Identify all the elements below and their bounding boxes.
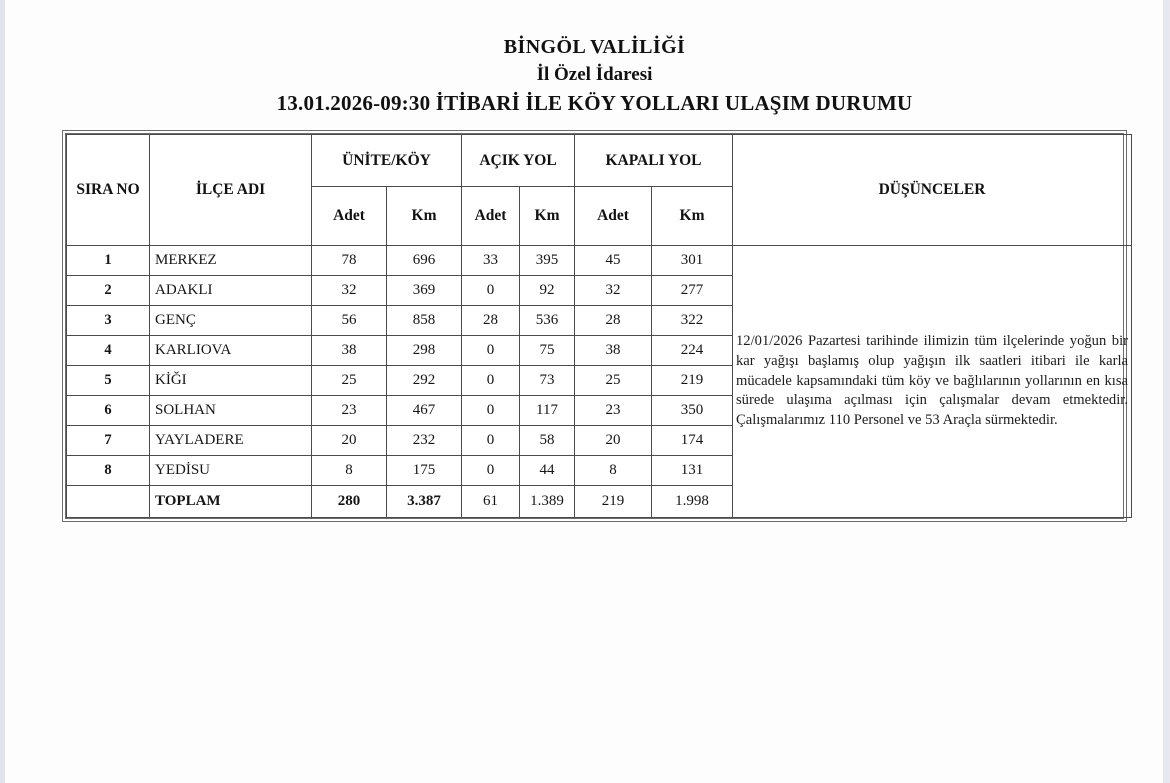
header-group-row xyxy=(67,135,1132,187)
scan-edge-left xyxy=(0,0,5,783)
col-header-dusunceler: DÜŞÜNCELER xyxy=(733,135,1132,246)
table-row xyxy=(67,246,1132,276)
col-header-acik-km: Km xyxy=(520,187,575,246)
cell-acik-km: 536 xyxy=(520,306,575,336)
remarks-text: 12/01/2026 Pazartesi tarihinde ilimizin tüm ilçelerinde yoğun bir kar yağışı başlamış olup yağışın ilk saatleri itibari ile karla mücadele kapsamındaki tüm köy ve bağlılarının yollarının en kısa sürede ulaşıma açılması için çalışmalar devam etmektedir. Çalışmalarımız 110 Personel ve 53 Araçla sürmektedir. xyxy=(736,333,1128,429)
cell-acik-adet: 0 xyxy=(462,426,520,456)
col-header-unite-km: Km xyxy=(387,187,462,246)
cell-unite-km: 292 xyxy=(387,366,462,396)
col-header-sira-no: SIRA NO xyxy=(67,135,150,246)
cell-total-acik-adet: 61 xyxy=(462,486,520,518)
cell-sira-no: 1 xyxy=(67,246,150,276)
cell-total-acik-km: 1.389 xyxy=(520,486,575,518)
col-header-acik-yol: AÇIK YOL xyxy=(462,135,575,187)
cell-total-label: TOPLAM xyxy=(150,486,312,518)
cell-unite-km: 858 xyxy=(387,306,462,336)
cell-ilce-adi: MERKEZ xyxy=(150,246,312,276)
cell-sira-no: 7 xyxy=(67,426,150,456)
cell-kapali-km: 224 xyxy=(652,336,733,366)
cell-kapali-km: 174 xyxy=(652,426,733,456)
cell-kapali-km: 322 xyxy=(652,306,733,336)
cell-acik-adet: 0 xyxy=(462,456,520,486)
cell-unite-km: 175 xyxy=(387,456,462,486)
cell-unite-km: 232 xyxy=(387,426,462,456)
cell-acik-adet: 0 xyxy=(462,276,520,306)
cell-kapali-adet: 25 xyxy=(575,366,652,396)
cell-kapali-adet: 32 xyxy=(575,276,652,306)
cell-kapali-adet: 38 xyxy=(575,336,652,366)
cell-acik-km: 58 xyxy=(520,426,575,456)
cell-acik-km: 117 xyxy=(520,396,575,426)
cell-kapali-km: 350 xyxy=(652,396,733,426)
cell-sira-no-empty xyxy=(67,486,150,518)
cell-sira-no: 5 xyxy=(67,366,150,396)
col-header-acik-adet: Adet xyxy=(462,187,520,246)
col-header-ilce-adi: İLÇE ADI xyxy=(150,135,312,246)
cell-acik-adet: 28 xyxy=(462,306,520,336)
cell-kapali-km: 301 xyxy=(652,246,733,276)
cell-acik-km: 44 xyxy=(520,456,575,486)
col-header-kapali-km: Km xyxy=(652,187,733,246)
cell-unite-adet: 78 xyxy=(312,246,387,276)
cell-ilce-adi: SOLHAN xyxy=(150,396,312,426)
cell-unite-adet: 8 xyxy=(312,456,387,486)
cell-kapali-adet: 28 xyxy=(575,306,652,336)
remarks-cell xyxy=(733,246,1132,518)
cell-acik-km: 73 xyxy=(520,366,575,396)
cell-total-kapali-adet: 219 xyxy=(575,486,652,518)
cell-sira-no: 8 xyxy=(67,456,150,486)
cell-unite-km: 298 xyxy=(387,336,462,366)
cell-ilce-adi: YAYLADERE xyxy=(150,426,312,456)
cell-kapali-km: 277 xyxy=(652,276,733,306)
cell-ilce-adi: ADAKLI xyxy=(150,276,312,306)
cell-total-unite-adet: 280 xyxy=(312,486,387,518)
cell-ilce-adi: KARLIOVA xyxy=(150,336,312,366)
cell-unite-km: 467 xyxy=(387,396,462,426)
col-header-unite-koy: ÜNİTE/KÖY xyxy=(312,135,462,187)
title-governorship: BİNGÖL VALİLİĞİ xyxy=(503,36,686,58)
cell-unite-adet: 56 xyxy=(312,306,387,336)
cell-unite-adet: 25 xyxy=(312,366,387,396)
cell-total-kapali-km: 1.998 xyxy=(652,486,733,518)
cell-ilce-adi: GENÇ xyxy=(150,306,312,336)
cell-unite-km: 696 xyxy=(387,246,462,276)
title-report: 13.01.2026-09:30 İTİBARİ İLE KÖY YOLLARI ULAŞIM DURUMU xyxy=(276,91,913,115)
cell-unite-km: 369 xyxy=(387,276,462,306)
cell-ilce-adi: KİĞI xyxy=(150,366,312,396)
cell-unite-adet: 32 xyxy=(312,276,387,306)
cell-kapali-adet: 45 xyxy=(575,246,652,276)
cell-sira-no: 4 xyxy=(67,336,150,366)
cell-acik-adet: 0 xyxy=(462,396,520,426)
cell-kapali-adet: 8 xyxy=(575,456,652,486)
cell-kapali-adet: 20 xyxy=(575,426,652,456)
col-header-kapali-yol: KAPALI YOL xyxy=(575,135,733,187)
cell-sira-no: 2 xyxy=(67,276,150,306)
cell-kapali-km: 219 xyxy=(652,366,733,396)
cell-acik-adet: 33 xyxy=(462,246,520,276)
cell-sira-no: 6 xyxy=(67,396,150,426)
cell-total-unite-km: 3.387 xyxy=(387,486,462,518)
road-status-table xyxy=(62,130,1127,522)
road-status-table-grid xyxy=(66,134,1132,518)
title-administration: İl Özel İdaresi xyxy=(536,64,653,85)
cell-acik-adet: 0 xyxy=(462,336,520,366)
col-header-kapali-adet: Adet xyxy=(575,187,652,246)
cell-unite-adet: 23 xyxy=(312,396,387,426)
cell-acik-km: 92 xyxy=(520,276,575,306)
document-header xyxy=(62,33,1127,119)
cell-acik-km: 75 xyxy=(520,336,575,366)
scan-edge-right xyxy=(1163,0,1170,783)
cell-kapali-km: 131 xyxy=(652,456,733,486)
cell-sira-no: 3 xyxy=(67,306,150,336)
cell-kapali-adet: 23 xyxy=(575,396,652,426)
cell-acik-adet: 0 xyxy=(462,366,520,396)
cell-acik-km: 395 xyxy=(520,246,575,276)
cell-unite-adet: 38 xyxy=(312,336,387,366)
cell-unite-adet: 20 xyxy=(312,426,387,456)
cell-ilce-adi: YEDİSU xyxy=(150,456,312,486)
col-header-unite-adet: Adet xyxy=(312,187,387,246)
